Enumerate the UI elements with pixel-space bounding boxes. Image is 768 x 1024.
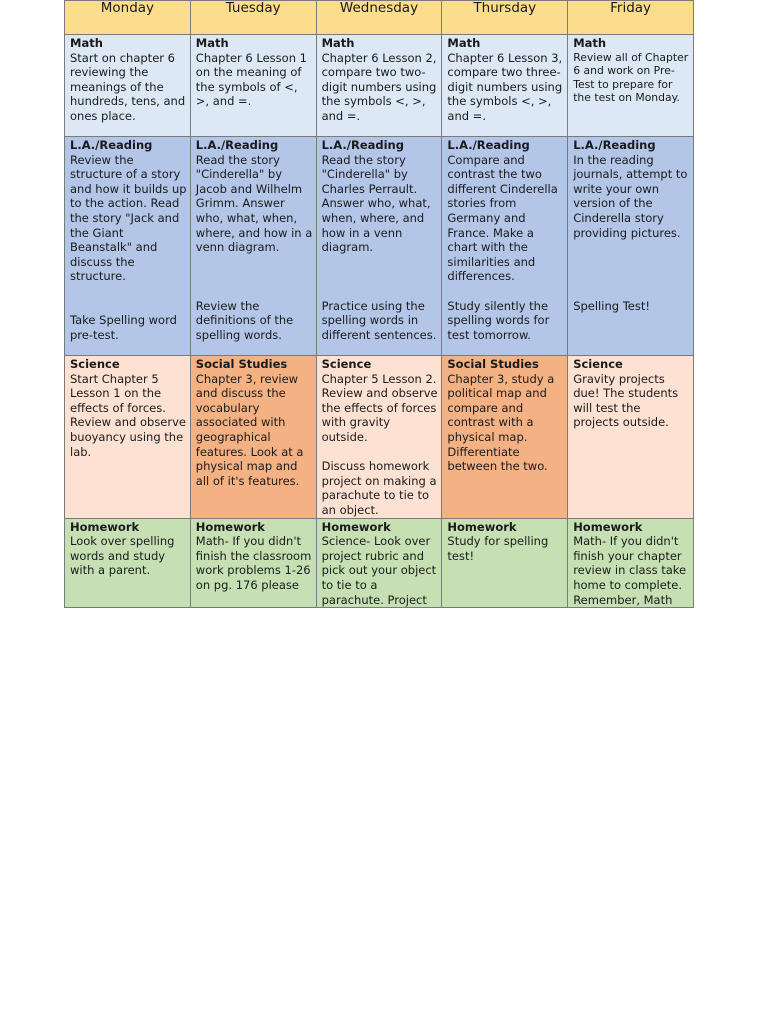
reading-cell-monday [65, 137, 191, 356]
lesson-text: Chapter 6 Lesson 2, compare two two-digit numbers using the symbols <, >, and =. [321, 50, 437, 123]
reading-cell-tuesday [190, 137, 316, 356]
lesson-text: Review the structure of a story and how it builds up to the action. Read the story "Jack and the Giant Beanstalk" and discuss the structure. [70, 152, 187, 284]
lesson-text: Chapter 3, study a political map and compare and contrast with a physical map. Differentiate between the two. [447, 371, 555, 474]
homework-text: Study for spelling test! [447, 534, 549, 563]
homework-cell-thursday [442, 518, 568, 608]
subject-label: L.A./Reading [70, 138, 153, 152]
lesson-text: Start on chapter 6 reviewing the meanings of the hundreds, tens, and ones place. [70, 50, 186, 123]
subject-label: Social Studies [447, 357, 539, 371]
spelling-text: Take Spelling word pre-test. [70, 312, 177, 342]
subject-label: Homework [195, 519, 265, 534]
lesson-text: Start Chapter 5 Lesson 1 on the effects of forces. Review and observe buoyancy using the lab. [70, 371, 186, 459]
homework-text: Math- If you didn't finish the classroom work problems 1-26 on pg. 176 please [195, 534, 312, 592]
subject-label: Social Studies [195, 357, 288, 371]
day-header-wednesday: Wednesday [316, 1, 442, 35]
lesson-text: Read the story "Cinderella" by Jacob and Wilhelm Grimm. Answer who, what, when, where, and how in a venn diagram. [195, 152, 313, 255]
subject-label: Math [573, 36, 607, 50]
subject-label: Science [321, 357, 372, 371]
subject-label: Math [195, 36, 229, 50]
lesson-text: Gravity projects due! The students will test the projects outside. [573, 371, 679, 430]
social-studies-cell-thursday [442, 356, 568, 519]
social-studies-cell-tuesday [190, 356, 316, 519]
spelling-text: Review the definitions of the spelling words. [195, 298, 294, 342]
homework-row [65, 518, 694, 608]
subject-label: Math [447, 36, 481, 50]
lesson-text: In the reading journals, attempt to write your own version of the Cinderella story providing pictures. [573, 152, 688, 240]
subject-label: L.A./Reading [321, 138, 404, 152]
science-cell-monday [65, 356, 191, 519]
day-header-thursday: Thursday [442, 1, 568, 35]
science-cell-friday [568, 356, 694, 519]
subject-label: Homework [447, 519, 517, 534]
spelling-text: Spelling Test! [573, 298, 650, 313]
subject-label: Science [70, 357, 120, 371]
day-header-row [65, 1, 694, 35]
math-row [65, 35, 694, 137]
homework-cell-tuesday [190, 518, 316, 608]
subject-label: Science [573, 357, 623, 371]
reading-cell-wednesday [316, 137, 442, 356]
math-cell-monday [65, 35, 191, 137]
homework-cell-friday [568, 518, 694, 608]
subject-label: L.A./Reading [195, 138, 279, 152]
homework-cell-monday [65, 518, 191, 608]
subject-label: Homework [573, 519, 643, 534]
math-cell-friday [568, 35, 694, 137]
lesson-text: Review all of Chapter 6 and work on Pre-Test to prepare for the test on Monday. [573, 50, 689, 105]
subject-label: Math [70, 36, 103, 50]
lesson-text: Read the story "Cinderella" by Charles Perrault. Answer who, what, when, where, and how in a venn diagram. [321, 152, 431, 255]
reading-row [65, 137, 694, 356]
reading-cell-friday [568, 137, 694, 356]
project-text: Discuss homework project on making a parachute to tie to an object. [321, 459, 437, 517]
weekly-lesson-plan [64, 0, 693, 607]
schedule-table [64, 0, 694, 608]
day-header-monday: Monday [65, 1, 191, 35]
science-cell-wednesday [316, 356, 442, 519]
subject-label: Homework [321, 519, 391, 534]
math-cell-thursday [442, 35, 568, 137]
lesson-text: Compare and contrast the two different Cinderella stories from Germany and France. Make a chart with the similarities and differences. [447, 152, 558, 284]
reading-cell-thursday [442, 137, 568, 356]
math-cell-tuesday [190, 35, 316, 137]
spelling-text: Practice using the spelling words in different sentences. [321, 298, 437, 342]
homework-cell-wednesday [316, 518, 442, 608]
day-header-friday: Friday [568, 1, 694, 35]
subject-label: Math [321, 36, 355, 50]
lesson-text: Chapter 5 Lesson 2. Review and observe the effects of forces with gravity outside. [321, 371, 438, 444]
subject-label: L.A./Reading [573, 138, 656, 152]
science-social-row [65, 356, 694, 519]
homework-text: Look over spelling words and study with a parent. [70, 534, 175, 578]
subject-label: L.A./Reading [447, 138, 530, 152]
lesson-text: Chapter 6 Lesson 1 on the meaning of the symbols of <, >, and =. [195, 50, 307, 109]
day-header-tuesday: Tuesday [190, 1, 316, 35]
lesson-text: Chapter 6 Lesson 3, compare two three-digit numbers using the symbols <, >, and =. [447, 50, 563, 123]
math-cell-wednesday [316, 35, 442, 137]
subject-label: Homework [70, 519, 140, 534]
lesson-text: Chapter 3, review and discuss the vocabulary associated with geographical features. Look at a physical map and all of it's features. [195, 371, 304, 488]
spelling-text: Study silently the spelling words for test tomorrow. [447, 298, 550, 342]
homework-text: Science- Look over project rubric and pick out your object to tie to a parachute. Project [321, 534, 437, 607]
homework-text: Math- If you didn't finish your chapter review in class take home to complete. Remember, Math [573, 534, 687, 607]
